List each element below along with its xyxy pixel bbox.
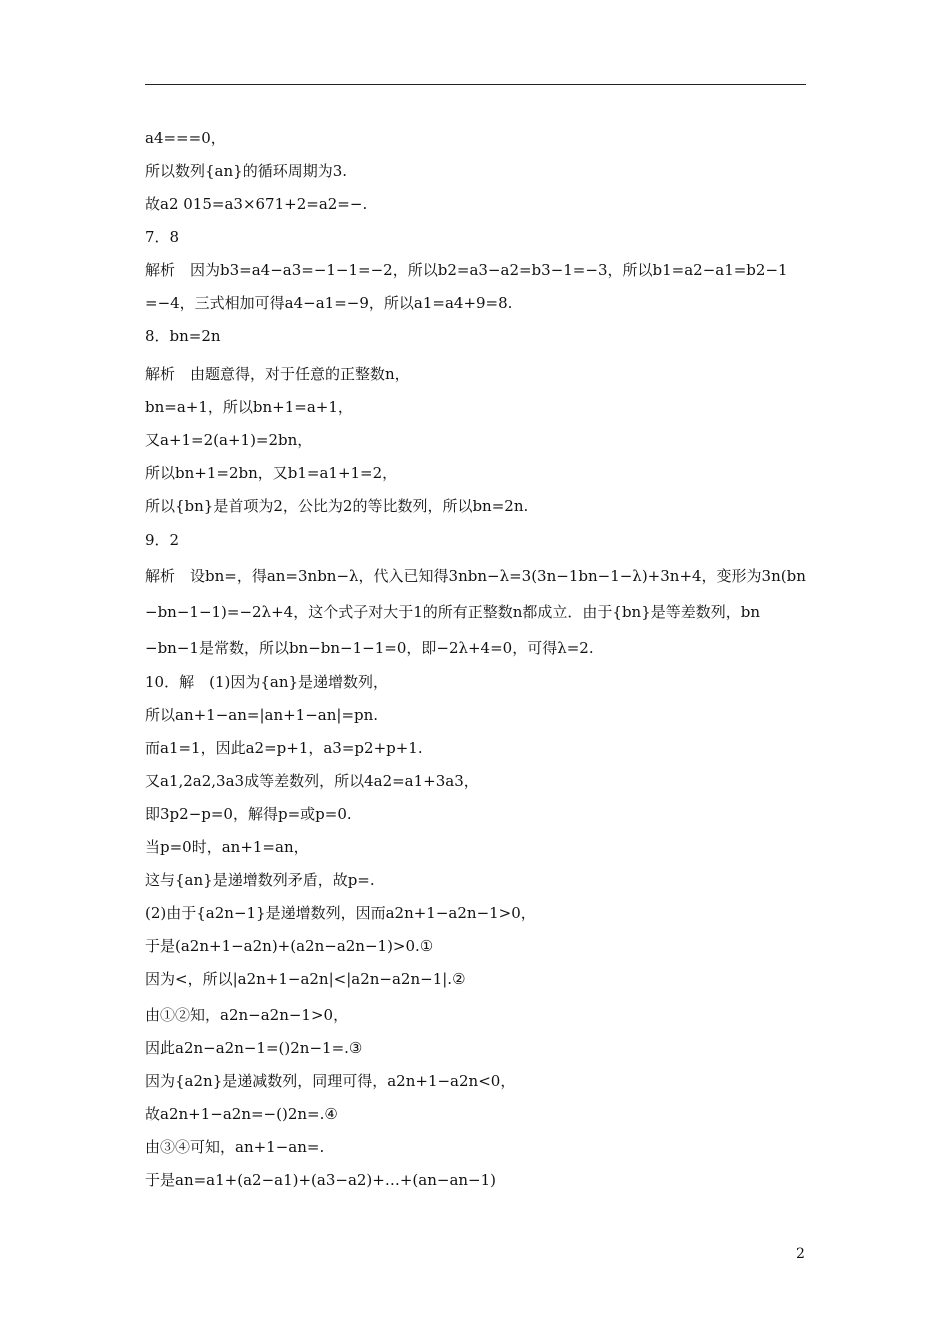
text-line: −bn−1−1)=−2λ+4，这个式子对大于1的所有正整数n都成立．由于{bn}是等差数列，bn <box>145 603 761 621</box>
text-line: 这与{an}是递增数列矛盾，故p=. <box>145 871 375 889</box>
text-line: bn=a+1，所以bn+1=a+1， <box>145 398 353 416</box>
text-line: 即3p2−p=0，解得p=或p=0. <box>145 805 352 823</box>
text-line: 解析 由题意得，对于任意的正整数n， <box>145 365 410 383</box>
text-line: a4===0， <box>145 129 226 147</box>
text-line: 因此a2n−a2n−1=()2n−1=.③ <box>145 1039 363 1057</box>
header-rule <box>145 84 806 85</box>
text-line: 而a1=1，因此a2=p+1，a3=p2+p+1. <box>145 739 423 757</box>
text-line: 又a1,2a2,3a3成等差数列，所以4a2=a1+3a3， <box>145 772 479 790</box>
text-line: 8．bn=2n <box>145 327 221 345</box>
text-line: 所以an+1−an=|an+1−an|=pn. <box>145 706 379 724</box>
page-number: 2 <box>796 1246 805 1262</box>
text-line: 故a2 015=a3×671+2=a2=−. <box>145 195 368 213</box>
text-line: 解析 设bn=，得an=3nbn−λ，代入已知得3nbn−λ=3(3n−1bn−1−λ)+3n+4，变形为3n(bn <box>145 567 806 585</box>
text-line: 所以{bn}是首项为2，公比为2的等比数列，所以bn=2n. <box>145 497 529 515</box>
text-line: 所以bn+1=2bn，又b1=a1+1=2， <box>145 464 398 482</box>
text-line: 于是an=a1+(a2−a1)+(a3−a2)+…+(an−an−1) <box>145 1171 497 1189</box>
text-line: 由③④可知，an+1−an=. <box>145 1138 325 1156</box>
text-line: 由①②知，a2n−a2n−1>0， <box>145 1006 349 1024</box>
text-line: 7．8 <box>145 228 180 246</box>
text-line: 因为{a2n}是递减数列，同理可得，a2n+1−a2n<0， <box>145 1072 516 1090</box>
text-line: 于是(a2n+1−a2n)+(a2n−a2n−1)>0.① <box>145 937 434 955</box>
text-line: 解析 因为b3=a4−a3=−1−1=−2，所以b2=a3−a2=b3−1=−3，所以b1=a2−a1=b2−1 <box>145 261 788 279</box>
text-line: 当p=0时，an+1=an， <box>145 838 309 856</box>
text-line: 10．解 (1)因为{an}是递增数列， <box>145 673 389 691</box>
text-line: (2)由于{a2n−1}是递增数列，因而a2n+1−a2n−1>0， <box>145 904 536 922</box>
text-line: 9．2 <box>145 531 180 549</box>
text-line: 故a2n+1−a2n=−()2n=.④ <box>145 1105 338 1123</box>
text-line: −bn−1是常数，所以bn−bn−1−1=0，即−2λ+4=0，可得λ=2. <box>145 639 594 657</box>
text-line: 又a+1=2(a+1)=2bn， <box>145 431 313 449</box>
text-line: 所以数列{an}的循环周期为3. <box>145 162 348 180</box>
text-line: =−4，三式相加可得a4−a1=−9，所以a1=a4+9=8. <box>145 294 513 312</box>
text-line: 因为<，所以|a2n+1−a2n|<|a2n−a2n−1|.② <box>145 970 466 988</box>
